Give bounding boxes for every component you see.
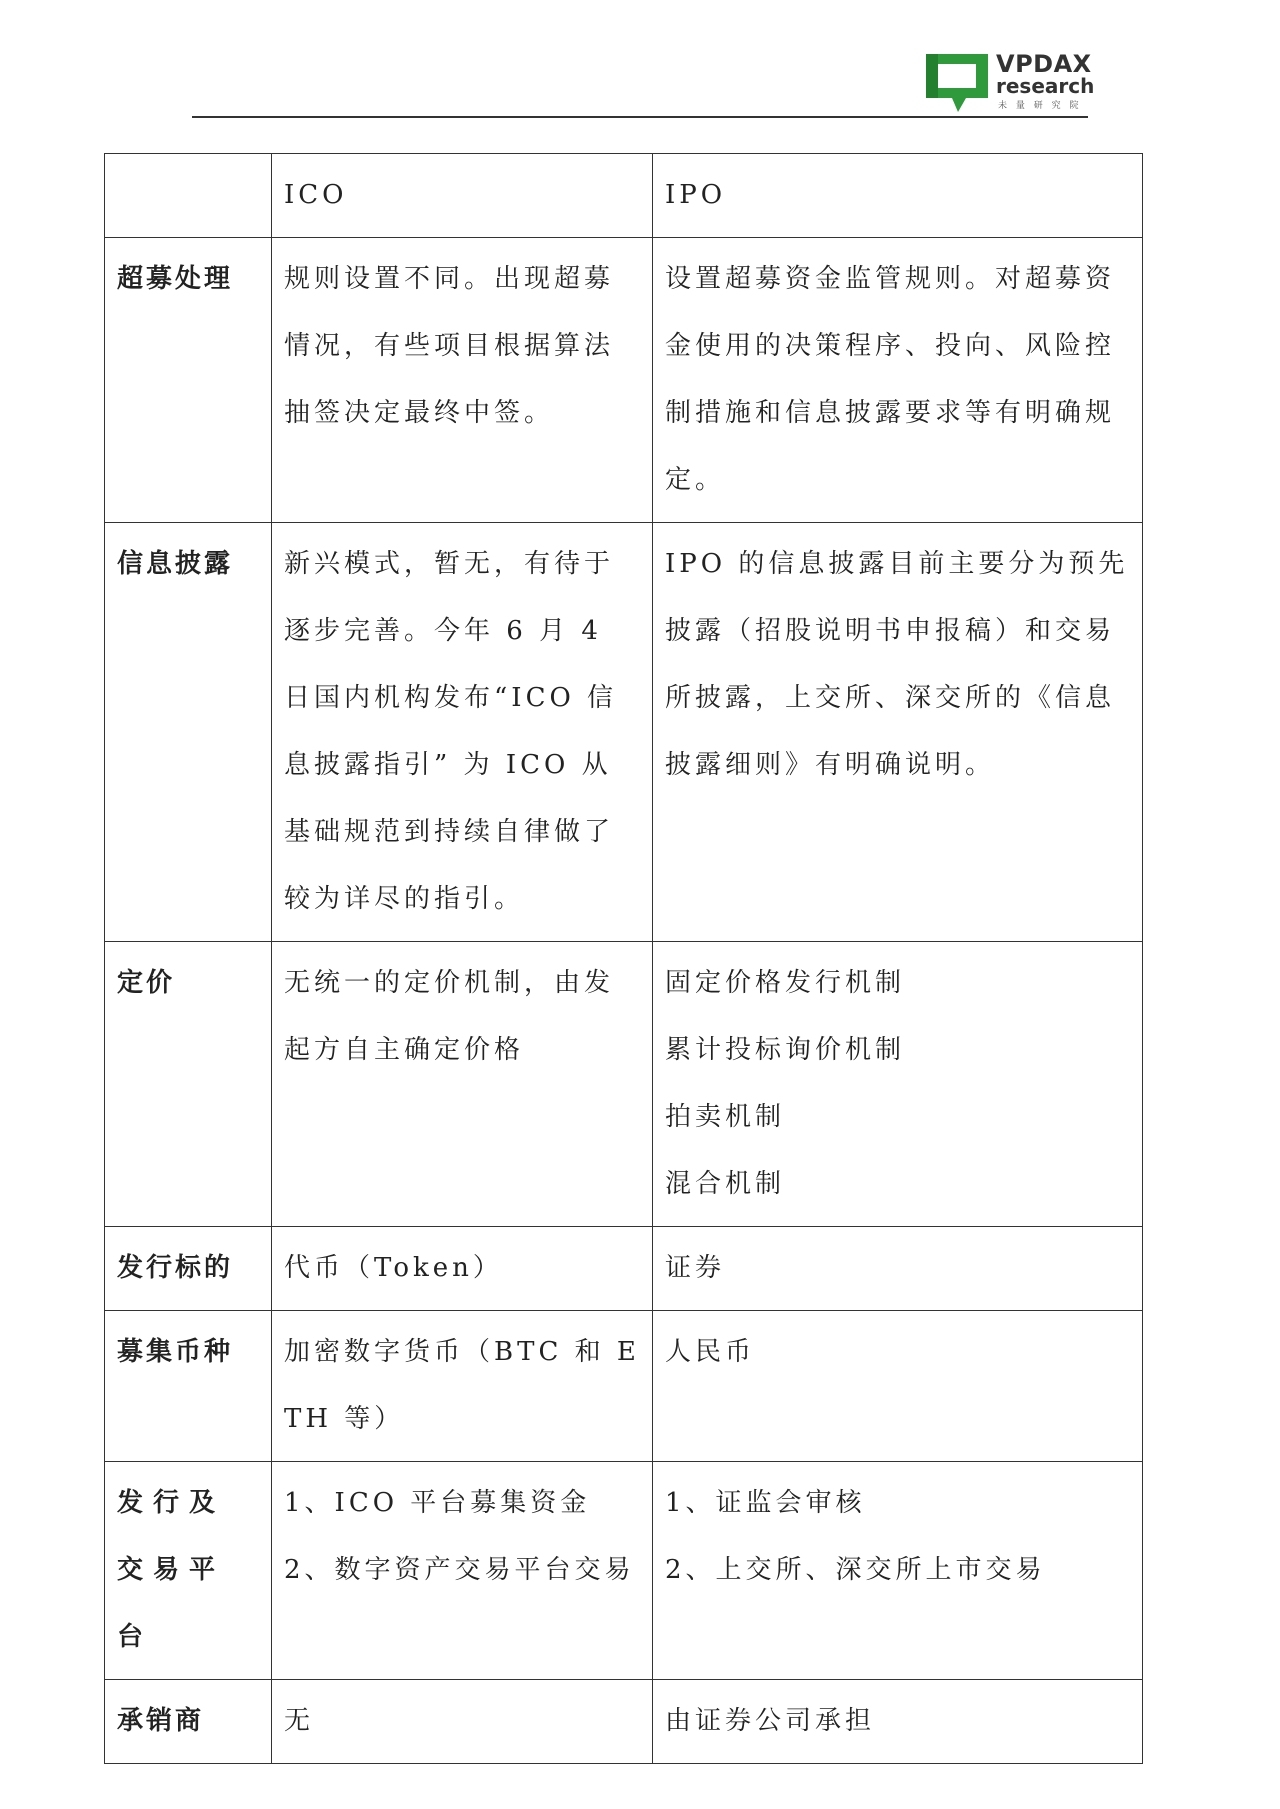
ipo-cell <box>653 1462 1143 1680</box>
cell-text: 由证券公司承担 <box>665 1706 876 1736</box>
cell-text: 固定价格发行机制 <box>665 968 906 998</box>
header-ico: ICO <box>272 154 653 238</box>
table-row <box>105 942 1143 1227</box>
table-row <box>105 238 1143 523</box>
ico-cell <box>272 1462 653 1680</box>
ipo-cell <box>653 1680 1143 1764</box>
row-label: 募集币种 <box>105 1311 272 1462</box>
row-label: 超募处理 <box>105 238 272 523</box>
ipo-cell <box>653 1227 1143 1311</box>
ico-cell <box>272 523 653 942</box>
vpdax-logo <box>926 50 1096 112</box>
header-empty-cell <box>105 154 272 238</box>
cell-text: 新兴模式，暂无，有待于逐步完善。今年 6 月 4 日国内机构发布“ICO 信息披露指引” 为 ICO 从基础规范到持续自律做了较为详尽的指引。 <box>284 549 618 914</box>
ico-cell <box>272 1680 653 1764</box>
cell-text: 无 <box>284 1706 315 1736</box>
cell-text: 2、上交所、深交所上市交易 <box>665 1555 1046 1585</box>
table-row <box>105 1227 1143 1311</box>
cell-text: 2、数字资产交易平台交易 <box>284 1555 635 1585</box>
table-header-row <box>105 154 1143 238</box>
ico-cell <box>272 942 653 1227</box>
table-row <box>105 1462 1143 1680</box>
ico-cell <box>272 238 653 523</box>
row-label: 信息披露 <box>105 523 272 942</box>
logo-mark-icon <box>926 54 988 112</box>
cell-text: 代币（Token） <box>284 1253 503 1283</box>
row-label: 发行及交易平台 <box>105 1462 272 1680</box>
cell-text: 设置超募资金监管规则。对超募资金使用的决策程序、投向、风险控制措施和信息披露要求等有明确规定。 <box>665 264 1116 495</box>
table-row <box>105 523 1143 942</box>
logo-sub: research <box>996 74 1095 98</box>
header-rule <box>192 116 1088 118</box>
cell-text: 拍卖机制 <box>665 1102 786 1132</box>
table-row <box>105 1311 1143 1462</box>
header-ipo: IPO <box>653 154 1143 238</box>
cell-text: 人民币 <box>665 1337 756 1367</box>
ico-ipo-comparison-table <box>104 153 1143 1764</box>
ico-cell <box>272 1311 653 1462</box>
cell-text: 混合机制 <box>665 1169 786 1199</box>
ico-cell <box>272 1227 653 1311</box>
cell-text: 加密数字货币（BTC 和 ETH 等） <box>284 1337 640 1434</box>
cell-text: 1、ICO 平台募集资金 <box>284 1488 591 1518</box>
cell-text: 规则设置不同。出现超募情况，有些项目根据算法抽签决定最终中签。 <box>284 264 615 428</box>
ipo-cell <box>653 942 1143 1227</box>
cell-text: 1、证监会审核 <box>665 1488 866 1518</box>
cell-text: IPO 的信息披露目前主要分为预先披露（招股说明书申报稿）和交易所披露，上交所、深交所的《信息披露细则》有明确说明。 <box>665 549 1129 780</box>
row-label: 承销商 <box>105 1680 272 1764</box>
ipo-cell <box>653 523 1143 942</box>
logo-brand: VPDAX <box>996 50 1092 78</box>
row-label: 发行标的 <box>105 1227 272 1311</box>
logo-chinese: 未 量 研 究 院 <box>998 101 1082 111</box>
ipo-cell <box>653 1311 1143 1462</box>
ipo-cell <box>653 238 1143 523</box>
cell-text: 无统一的定价机制，由发起方自主确定价格 <box>284 968 615 1065</box>
table-row <box>105 1680 1143 1764</box>
cell-text: 累计投标询价机制 <box>665 1035 906 1065</box>
row-label: 定价 <box>105 942 272 1227</box>
cell-text: 证券 <box>665 1253 726 1283</box>
